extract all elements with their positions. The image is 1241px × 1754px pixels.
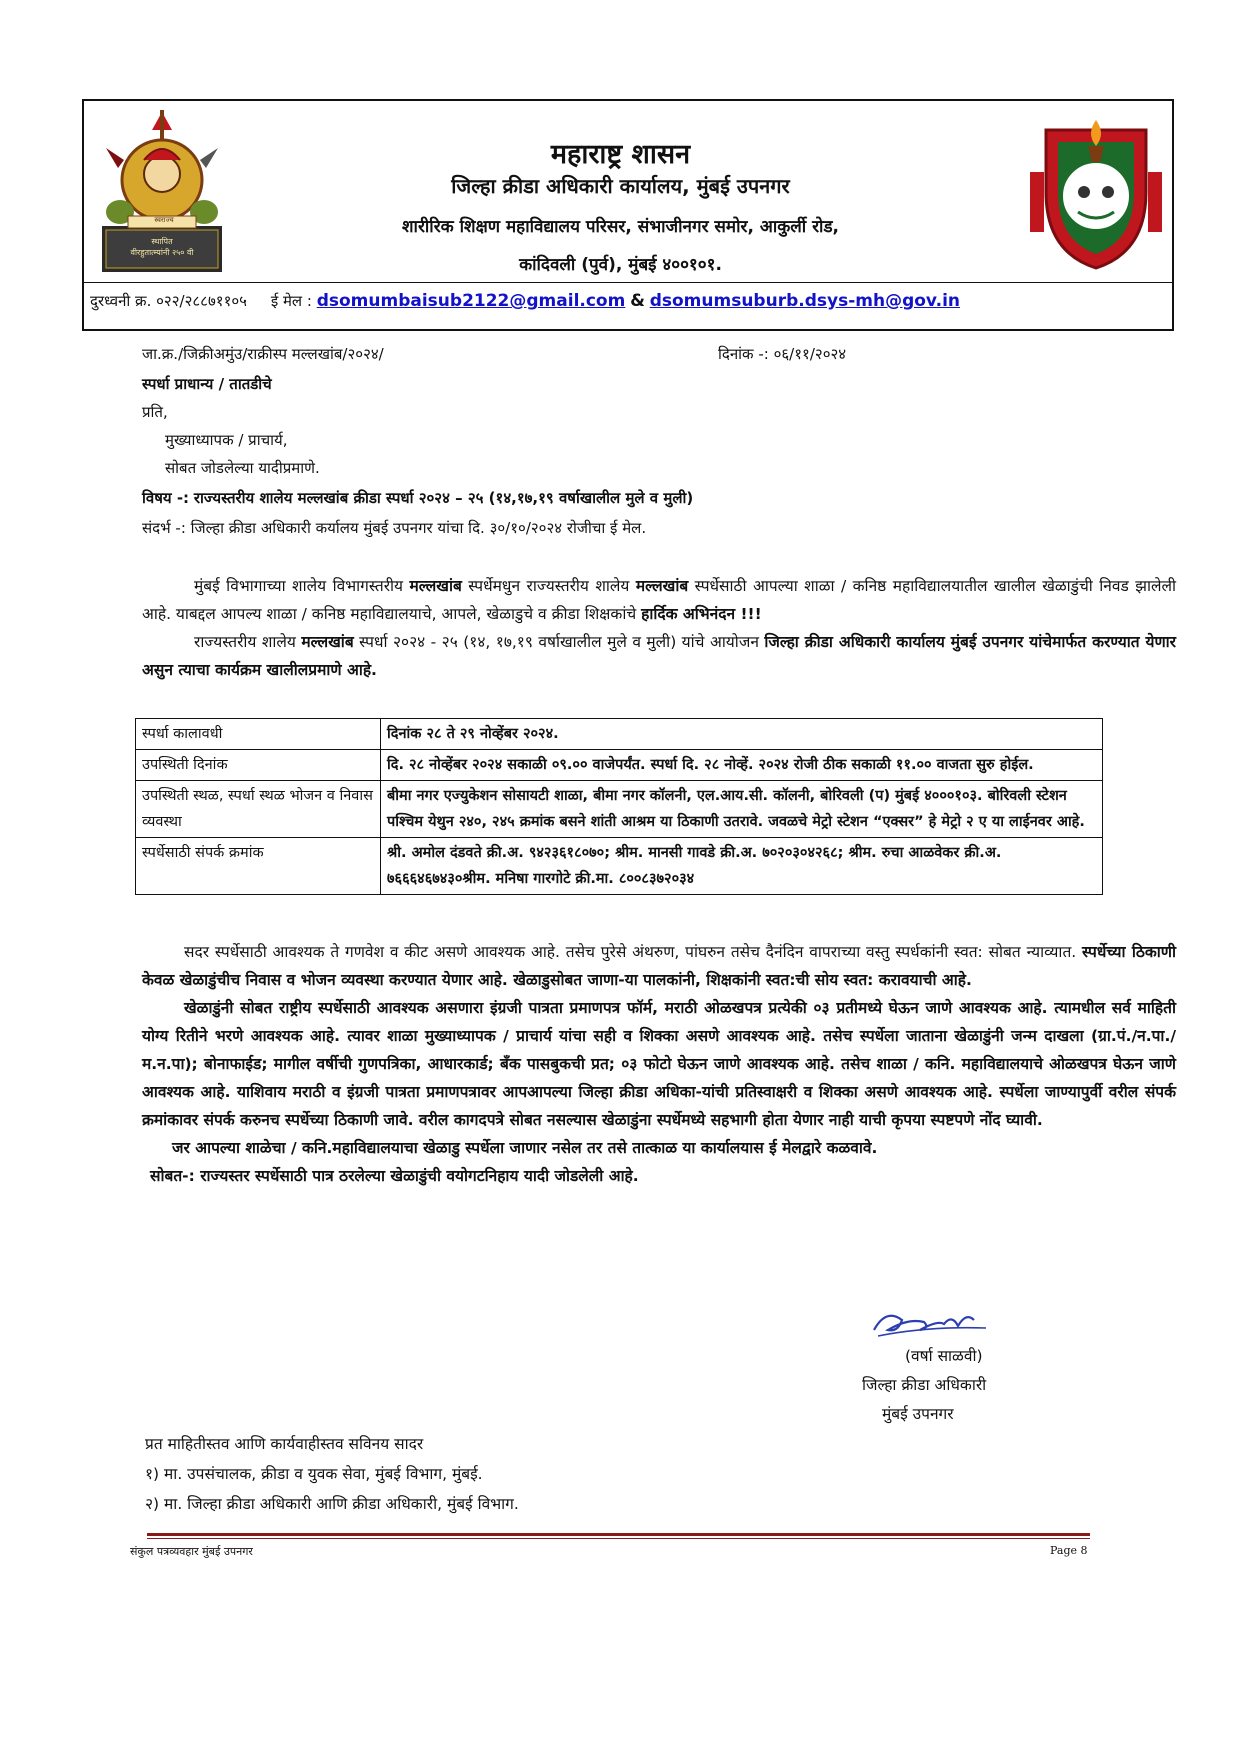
schedule-value: दिनांक २८ ते २९ नोव्हेंबर २०२४. (381, 719, 1103, 750)
para1-part-a: मुंबई विभागाच्या शालेय विभागस्तरीय (194, 577, 410, 595)
recipient-line1: मुख्याध्यापक / प्राचार्य, (165, 431, 288, 449)
footer-department: संकुल पत्रव्यवहार मुंबई उपनगर (130, 1545, 253, 1558)
schedule-label: उपस्थिती दिनांक (136, 750, 381, 781)
schedule-label: उपस्थिती स्थळ, स्पर्धा स्थळ भोजन व निवास व्यवस्था (136, 781, 381, 838)
attachment-paragraph: सोबत-: राज्यस्तर स्पर्धेसाठी पात्र ठरलेल्या खेळाडुंची वयोगटनिहाय यादी जोडलेली आहे. (150, 1167, 639, 1185)
para1-part-f: हार्दिक अभिनंदन !!! (641, 605, 762, 623)
reference-note: संदर्भ -: जिल्हा क्रीडा अधिकारी कर्यालय मुंबई उपनगर यांचा दि. ३०/१०/२०२४ रोजीचा ई मेल. (142, 519, 647, 537)
kit-text: सदर स्पर्धेसाठी आवश्यक ते गणवेश व कीट असणे आवश्यक आहे. तसेच पुरेसे अंथरुण, पांघरुन तसेच दैनंदिन वापराच्या वस्तु स्पर्धकांनी स्वत: सोबत न्याव्यात. (184, 943, 1083, 961)
intro-paragraph (142, 572, 1176, 684)
emblem-caption-line1: स्थापित (151, 237, 173, 246)
para1-part-e: स्पर्धेसाठी आपल्या शाळा / कनिष्ठ महाविद्यालयातील खालील खेळाडुंची निवड झालेली आहे. याबद्दल आपल्य शाळा / कनिष्ठ महाविद्यालयाचे, आपले, खेळाडुचे व क्रीडा शिक्षकांचे (142, 577, 1177, 623)
organizer-paragraph (142, 628, 1176, 684)
kit-text-bold: स्पर्धेच्या ठिकाणी केवळ खेळाडुंचीच निवास व भोजन व्यवस्था करण्यात येणार आहे. खेळाडुसोबत जाणा-या पालकांनी, शिक्षकांनी स्वत:ची सोय स्वत: करावयाची आहे. (142, 943, 1176, 989)
recipient-salutation: प्रति, (142, 403, 168, 421)
table-row (136, 781, 1103, 838)
copy-to-heading: प्रत माहितीस्तव आणि कार्यवाहीस्तव सविनय सादर (145, 1435, 424, 1453)
para1-part-c: स्पर्धेमधुन राज्यस्तरीय शालेय (461, 577, 636, 595)
phone-number: दुरध्वनी क्र. ०२२/२८८७११०५ (90, 292, 247, 310)
email-label: ई मेल : (270, 292, 312, 310)
footer-rule-thin (147, 1538, 1090, 1539)
para2-part-d: जिल्हा क्रीडा अधिकारी कार्यालय मुंबई उपनगर यांचेमार्फत करण्यात येणार असुन त्याचा कार्यक्रम खालीलप्रमाणे आहे. (142, 633, 1177, 679)
schedule-value: दि. २८ नोव्हेंबर २०२४ सकाळी ०९.०० वाजेपर्यंत. स्पर्धा दि. २८ नोव्हें. २०२४ रोजी ठीक सकाळी ११.०० वाजता सुरु होईल. (381, 750, 1103, 781)
subject-text: राज्यस्तरीय शालेय मल्लखांब क्रीडा स्पर्धा २०२४ – २५ (१४,१७,१९ वर्षाखालील मुले व मुली) (193, 489, 694, 507)
para2-part-c: स्पर्धा २०२४ - २५ (१४, १७,१९ वर्षाखालील मुले व मुली) यांचे आयोजन (353, 633, 765, 651)
emblem-caption-line2: वीरहुतात्म्यांनी २५० वी (130, 248, 194, 257)
table-row (136, 750, 1103, 781)
reference-number: जा.क्र./जिक्रीअमुंउ/राक्रीस्प मल्लखांब/२०२४/ (142, 345, 384, 363)
documents-paragraph: खेळाडुंनी सोबत राष्ट्रीय स्पर्धेसाठी आवश्यक असणारा इंग्रजी पात्रता प्रमाणपत्र फॉर्म, मराठी ओळखपत्र प्रत्येकी ०३ प्रतीमध्ये घेऊन जाणे आवश्यक आहे. त्यामधील सर्व माहिती योग्य रितीने भरणे आवश्यक आहे. त्यावर शाळा मुख्याध्यापक / प्राचार्य यांचा सही व शिक्का असणे आवश्यक आहे. तसेच स्पर्धेला जाताना खेळाडुंनी जन्म दाखला (ग्रा.पं./न.पा./म.न.पा); बोनाफाईड; मागील वर्षीची गुणपत्रिका, आधारकार्ड; बँक पासबुकची प्रत; ०३ फोटो घेऊन जाणे आवश्यक आहे. तसेच शाळा / कनि. महाविद्यालयाचे ओळखपत्र घेऊन जाणे आवश्यक आहे. याशिवाय मराठी व इंग्रजी पात्रता प्रमाणपत्रावर आपआपल्या जिल्हा क्रीडा अधिका-यांची प्रतिस्वाक्षरी व शिक्का असणे आवश्यक आहे. स्पर्धेला जाण्यापुर्वी वरील संपर्क क्रमांकावर संपर्क करुनच स्पर्धेच्या ठिकाणी जावे. वरील कागदपत्रे सोबत नसल्यास खेळाडुंना स्पर्धेमध्ये सहभागी होता येणार नाही याची कृपया स्पष्टपणे नोंद घ्यावी. (142, 999, 1176, 1129)
email-link-secondary[interactable]: dsomumsuburb.dsys-mh@gov.in (649, 291, 961, 311)
office-address-line2: कांदिवली (पुर्व), मुंबई ४००१०१. (519, 255, 722, 275)
signatory-place: मुंबई उपनगर (882, 1405, 954, 1423)
kit-paragraph (142, 938, 1176, 994)
schedule-value: बीमा नगर एज्युकेशन सोसायटी शाळा, बीमा नगर कॉलनी, एल.आय.सी. कॉलनी, बोरिवली (प) मुंबई ४०००१०३. बोरिवली स्टेशन पश्चिम येथुन २४०, २४५ क्रमांक बसने शांती आश्रम या ठिकाणी उतरावे. जवळचे मेट्रो स्टेशन “एक्सर” हे मेट्रो २ ए या लाईनवर आहे. (381, 781, 1103, 838)
email-separator: & (630, 291, 645, 311)
schedule-label: स्पर्धा कालावधी (136, 719, 381, 750)
para1-part-d: मल्लखांब (635, 577, 689, 595)
office-address-line1: शारीरिक शिक्षण महाविद्यालय परिसर, संभाजीनगर समोर, आकुर्ली रोड, (401, 217, 840, 237)
signatory-designation: जिल्हा क्रीडा अधिकारी (862, 1376, 987, 1394)
congrats-paragraph (142, 572, 1176, 628)
subject-line (142, 488, 693, 508)
email-link-primary[interactable]: dsomumbaisub2122@gmail.com (316, 291, 626, 311)
signatory-name: (वर्षा साळवी) (905, 1347, 983, 1365)
table-row (136, 838, 1103, 895)
para1-part-b: मल्लखांब (409, 577, 462, 595)
copy-to-item: १) मा. उपसंचालक, क्रीडा व युवक सेवा, मुंबई विभाग, मुंबई. (145, 1465, 483, 1483)
recipient-line2: सोबत जोडलेल्या यादीप्रमाणे. (165, 459, 320, 477)
letter-date: दिनांक -: ०६/११/२०२४ (718, 345, 847, 363)
footer-rule (147, 1533, 1090, 1536)
schedule-label: स्पर्धेसाठी संपर्क क्रमांक (136, 838, 381, 895)
emblem-banner-text: स्वराज्य (154, 216, 174, 224)
table-row (136, 719, 1103, 750)
schedule-value: श्री. अमोल दंडवते क्री.अ. ९४२३६१८०७०; श्रीम. मानसी गावडे क्री.अ. ७०२०३०४२६८; श्रीम. रुचा आळवेकर क्री.अ. ७६६६४६७४३०श्रीम. मनिषा गारगोटे क्री.मा. ८००८३७२०३४ (381, 838, 1103, 895)
instructions-section (142, 938, 1176, 1190)
para2-part-a: राज्यस्तरीय शालेय (194, 633, 302, 651)
office-name: जिल्हा क्रीडा अधिकारी कार्यालय, मुंबई उपनगर (451, 174, 790, 198)
letterhead-divider (82, 282, 1174, 283)
priority-note: स्पर्धा प्राधान्य / तातडीचे (142, 375, 272, 393)
subject-label: विषय -: (142, 489, 190, 507)
contact-line (90, 291, 960, 311)
page-number: Page 8 (1050, 1544, 1088, 1557)
copy-to-item: २) मा. जिल्हा क्रीडा अधिकारी आणि क्रीडा अधिकारी, मुंबई विभाग. (145, 1495, 519, 1513)
para2-part-b: मल्लखांब (301, 633, 354, 651)
government-title: महाराष्ट्र शासन (550, 139, 691, 170)
absence-paragraph: जर आपल्या शाळेचा / कनि.महाविद्यालयाचा खेळाडु स्पर्धेला जाणार नसेल तर तसे तात्काळ या कार्यालयास ई मेलद्वारे कळवावे. (172, 1139, 878, 1157)
signature-scribble-icon (868, 1300, 998, 1344)
schedule-table (135, 718, 1103, 895)
